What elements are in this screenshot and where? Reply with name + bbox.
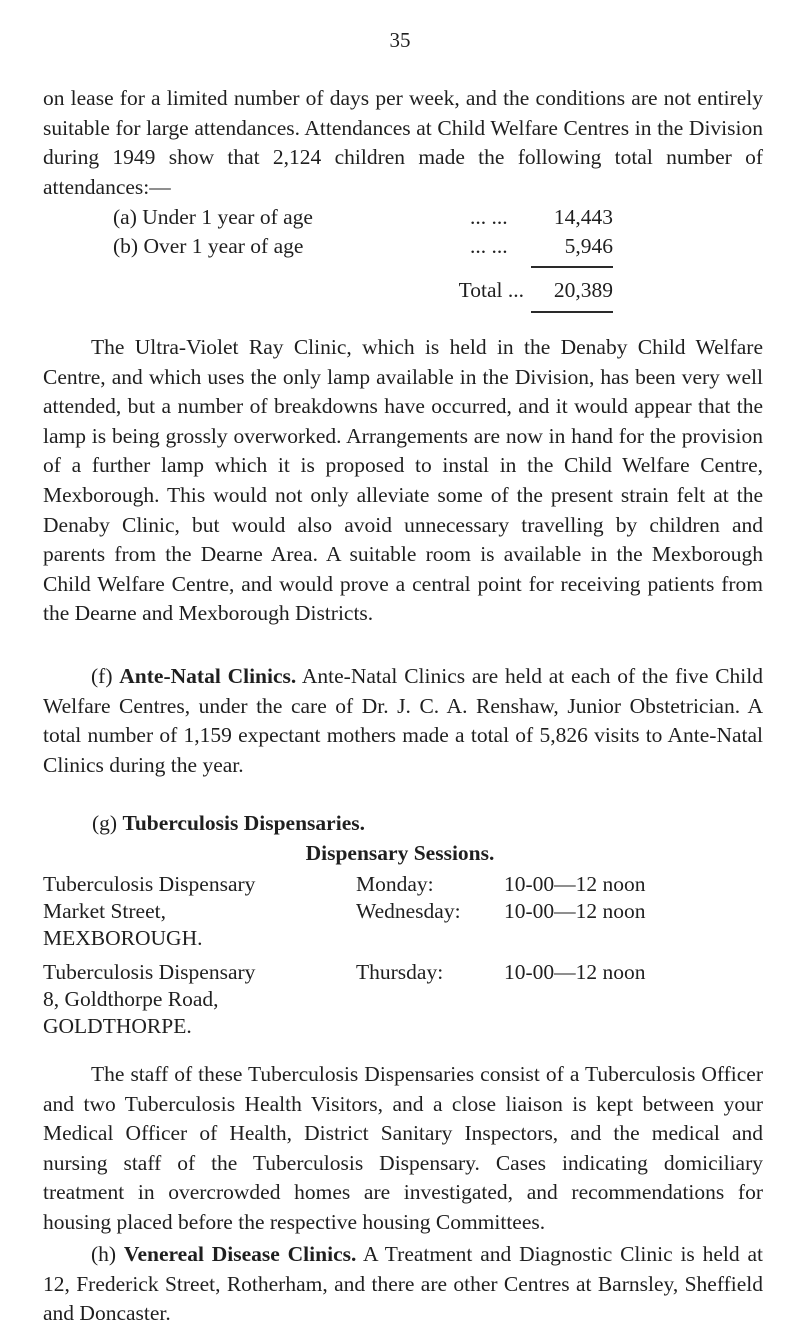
dispensary-address-line: GOLDTHORPE. <box>43 1014 192 1038</box>
tb-heading: Tuberculosis Dispensaries. <box>122 811 365 835</box>
session-day: Thursday: <box>356 960 444 984</box>
session-time: 10-00—12 noon <box>504 960 646 984</box>
intro-paragraph: on lease for a limited number of days per week, and the conditions are not entirely suitable for large attendances. Attendances at Child Welfare Centres in the Division during 1949 show that 2,124 children made the following total number of attendances:— <box>43 86 763 199</box>
dispensary-address-line: Tuberculosis Dispensary <box>43 960 256 984</box>
section-prefix: (f) <box>91 664 120 688</box>
antenatal-text: Ante-Natal Clinics are held at each of the five Child Welfare Centres, under the care of Dr. J. C. A. Renshaw, Junior Obstetrician. A total number of 1,159 expectant mothers made a total of 5,826 visits to Ante-Natal Clinics during the year. <box>43 664 764 777</box>
session-day: Monday: <box>356 872 434 896</box>
attendance-label: (b) Over 1 year of age <box>113 234 304 258</box>
subtotal-rule <box>531 266 613 268</box>
session-day: Wednesday: <box>356 899 461 923</box>
sessions-heading: Dispensary Sessions. <box>305 841 495 865</box>
section-prefix: (h) <box>91 1242 124 1266</box>
dispensary-address-line: MEXBOROUGH. <box>43 926 203 950</box>
dispensary-address-line: 8, Goldthorpe Road, <box>43 987 219 1011</box>
attendance-leader: ... ... <box>470 205 508 229</box>
attendance-leader: ... ... <box>470 234 508 258</box>
dispensary-address-line: Tuberculosis Dispensary <box>43 872 256 896</box>
total-value: 20,389 <box>553 278 613 302</box>
total-rule <box>531 311 613 313</box>
venereal-heading: Venereal Disease Clinics. <box>123 1242 357 1266</box>
attendance-value: 14,443 <box>553 205 613 229</box>
uv-clinic-paragraph: The Ultra-Violet Ray Clinic, which is held in the Denaby Child Welfare Centre, and which uses the only lamp available in the Division, has been very well attended, but a number of breakdowns have occurred, and it would appear that the lamp is being grossly overworked. Arrangements are now in hand for the provision of a further lamp which it is proposed to instal in the Child Welfare Centre, Mexborough. This would not only alleviate some of the present strain felt at the Denaby Clinic, but would also avoid unnecessary travelling by children and parents from the Dearne Area. A suitable room is available in the Mexborough Child Welfare Centre, and would prove a central point for receiving patients from the Dearne and Mexborough Districts. <box>43 335 763 626</box>
venereal-text: A Treatment and Diagnostic Clinic is held at 12, Frederick Street, Rotherham, and there are other Centres at Barnsley, Sheffield and Doncaster. <box>43 1242 763 1326</box>
total-label: Total ... <box>458 278 524 302</box>
section-prefix: (g) <box>92 811 123 835</box>
staff-paragraph: The staff of these Tuberculosis Dispensaries consist of a Tuberculosis Officer and two Tuberculosis Health Visitors, and a close liaison is kept between your Medical Officer of Health, District Sanitary Inspectors, and the medical and nursing staff of the Tuberculosis Dispensary. Cases indicating domiciliary treatment in overcrowded homes are investigated, and recommendations for housing placed before the respective housing Committees. <box>43 1062 763 1234</box>
dispensary-address-line: Market Street, <box>43 899 166 923</box>
session-time: 10-00—12 noon <box>504 872 646 896</box>
attendance-value: 5,946 <box>564 234 613 258</box>
tb-heading-line <box>92 811 365 836</box>
venereal-paragraph <box>43 1240 763 1329</box>
antenatal-heading: Ante-Natal Clinics. <box>119 664 297 688</box>
antenatal-paragraph <box>43 662 763 780</box>
page-number: 35 <box>389 28 411 52</box>
attendance-label: (a) Under 1 year of age <box>113 205 313 229</box>
session-time: 10-00—12 noon <box>504 899 646 923</box>
